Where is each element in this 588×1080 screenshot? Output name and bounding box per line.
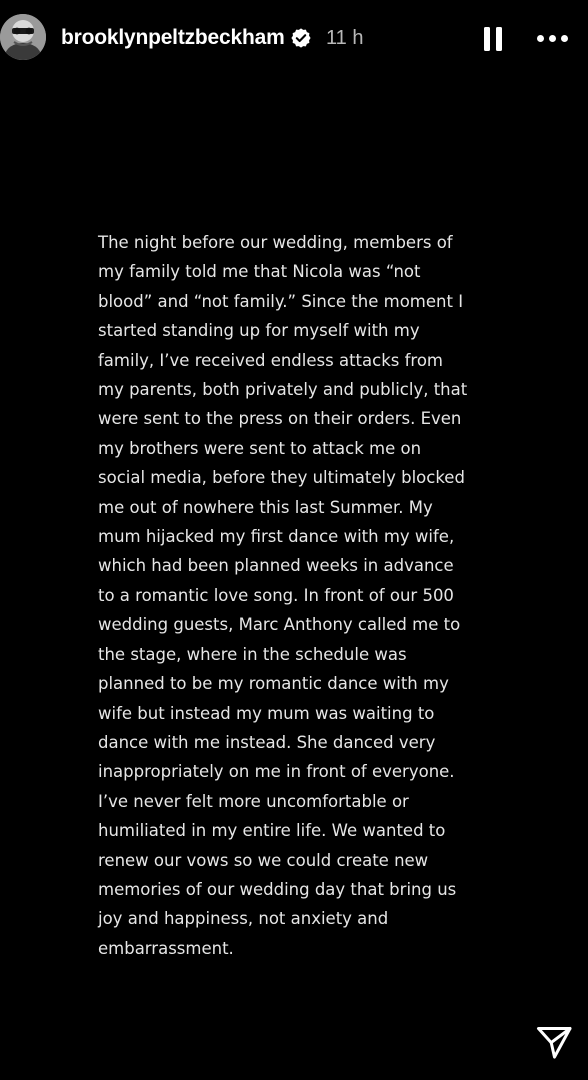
pause-icon-bar [496,27,502,51]
share-button[interactable] [534,1022,574,1062]
avatar-image [0,14,46,60]
story-header [0,12,588,68]
more-options-icon [537,35,544,42]
story-timestamp: 11 h [326,27,364,49]
profile-avatar[interactable] [0,14,46,60]
story-text: The night before our wedding, members of my family told me that Nicola was “not blood” and “not family.” Since the moment I started standing up for myself with my family, I’ve received endless attacks from my parents, both privately and publicly, that were sent to the press on their orders. Even my brothers were sent to attack me on social media, before they ultimately blocked me out of nowhere this last Summer. My mum hijacked my first dance with my wife, which had been planned weeks in advance to a romantic love song. In front of our 500 wedding guests, Marc Anthony called me to the stage, where in the schedule was planned to be my romantic dance with my wife but instead my mum was waiting to dance with me instead. She danced very inappropriately on me in front of everyone. I’ve never felt more uncomfortable or humiliated in my entire life. We wanted to renew our vows so we could create new memories of our wedding day that bring us joy and happiness, not anxiety and embarrassment. [98,233,468,958]
more-options-dot [561,35,568,42]
pause-button[interactable] [480,26,506,52]
story-username[interactable]: brooklynpeltzbeckham [61,26,285,49]
send-icon [534,1022,574,1062]
verified-badge-icon [290,27,312,49]
pause-icon [484,27,490,51]
more-options-dot [549,35,556,42]
more-options-button[interactable] [533,26,573,52]
